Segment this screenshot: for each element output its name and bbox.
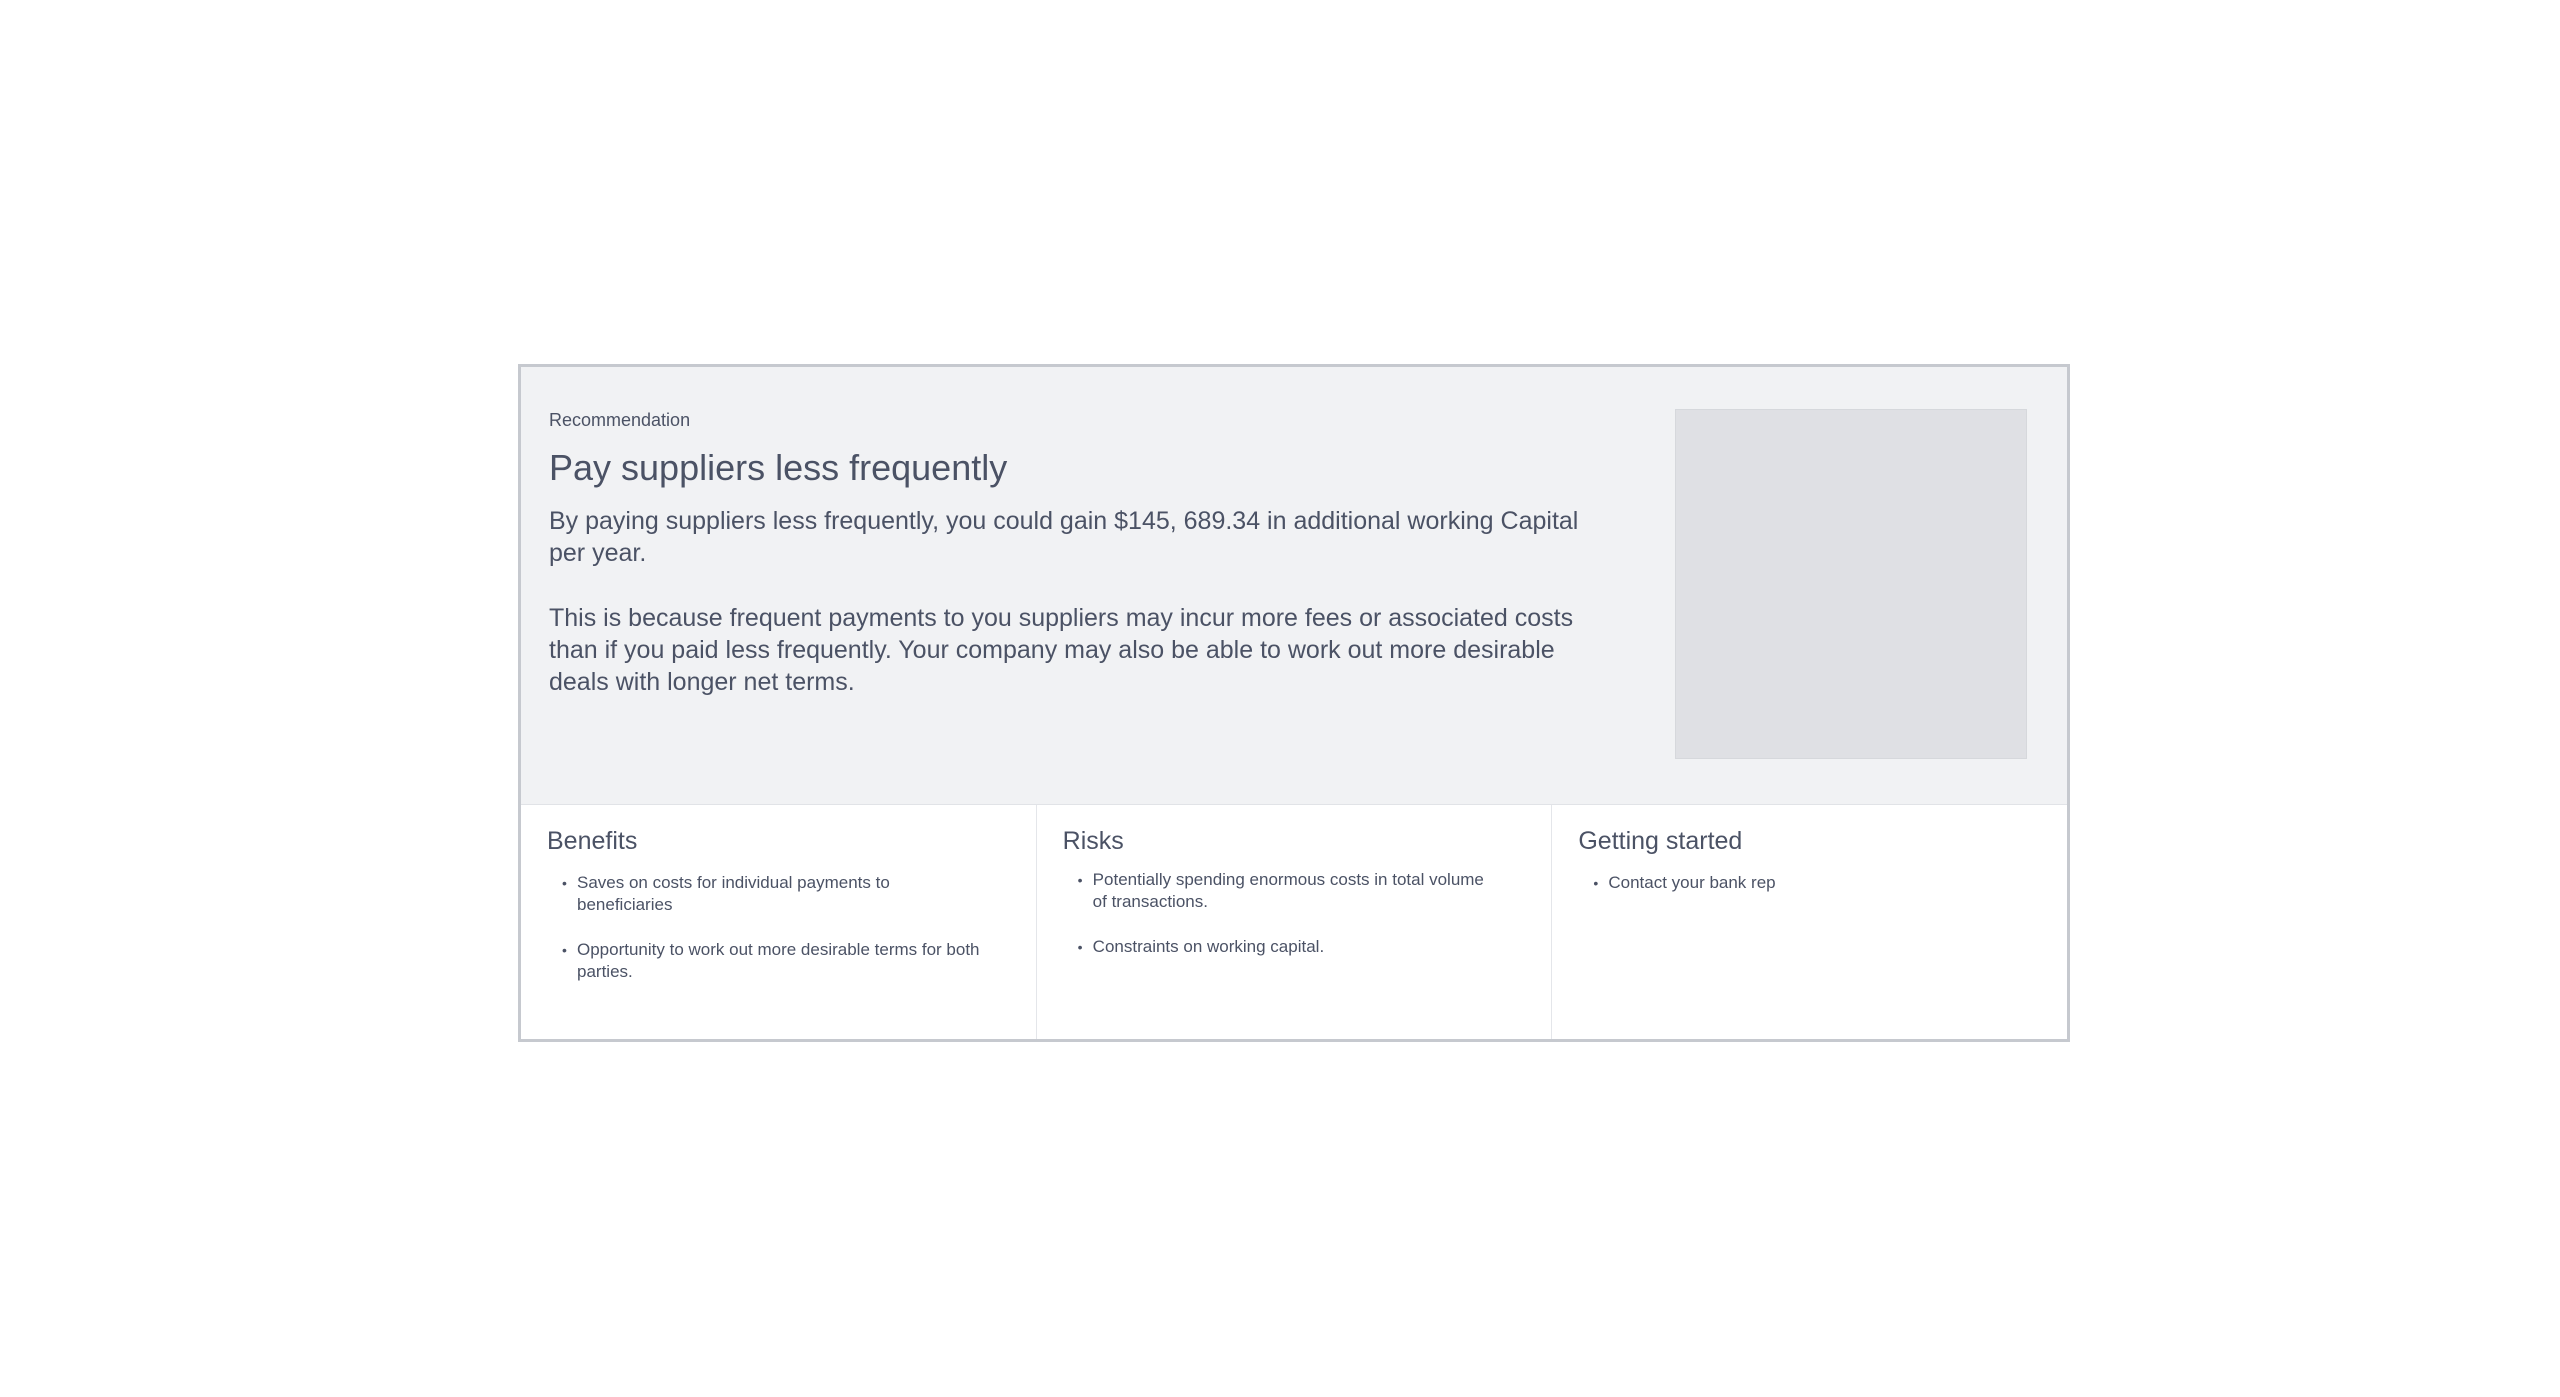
image-placeholder: [1675, 409, 2027, 759]
list-item: • Opportunity to work out more desirable terms for both parties.: [577, 939, 987, 983]
getting-started-section: [1552, 805, 2067, 1039]
benefits-heading: Benefits: [547, 827, 638, 855]
recommendation-title: Pay suppliers less frequently: [549, 447, 1008, 488]
risks-section: [1037, 805, 1553, 1039]
list-item: • Saves on costs for individual payments to beneficiaries: [577, 872, 987, 916]
list-item: • Potentially spending enormous costs in total volume of transactions.: [1093, 869, 1503, 913]
list-item: • Constraints on working capital.: [1093, 936, 1503, 958]
recommendation-summary: By paying suppliers less frequently, you could gain $145, 689.34 in additional working Capital per year.: [549, 507, 1579, 567]
risks-heading: Risks: [1062, 827, 1124, 855]
risks-list: [1063, 869, 1526, 958]
benefits-list: [547, 872, 1010, 983]
recommendation-header-panel: [521, 367, 2067, 805]
getting-started-list: [1578, 872, 2041, 894]
benefits-section: [521, 805, 1037, 1039]
getting-started-heading: Getting started: [1578, 827, 1743, 855]
recommendation-explanation: This is because frequent payments to you suppliers may incur more fees or associated costs than if you paid less frequently. Your company may also be able to work out more desirable deals with longer net terms.: [549, 604, 1574, 696]
recommendation-eyebrow: Recommendation: [549, 410, 691, 430]
recommendation-card: [518, 364, 2070, 1042]
list-item: • Contact your bank rep: [1608, 872, 2018, 894]
details-row: [521, 805, 2067, 1039]
